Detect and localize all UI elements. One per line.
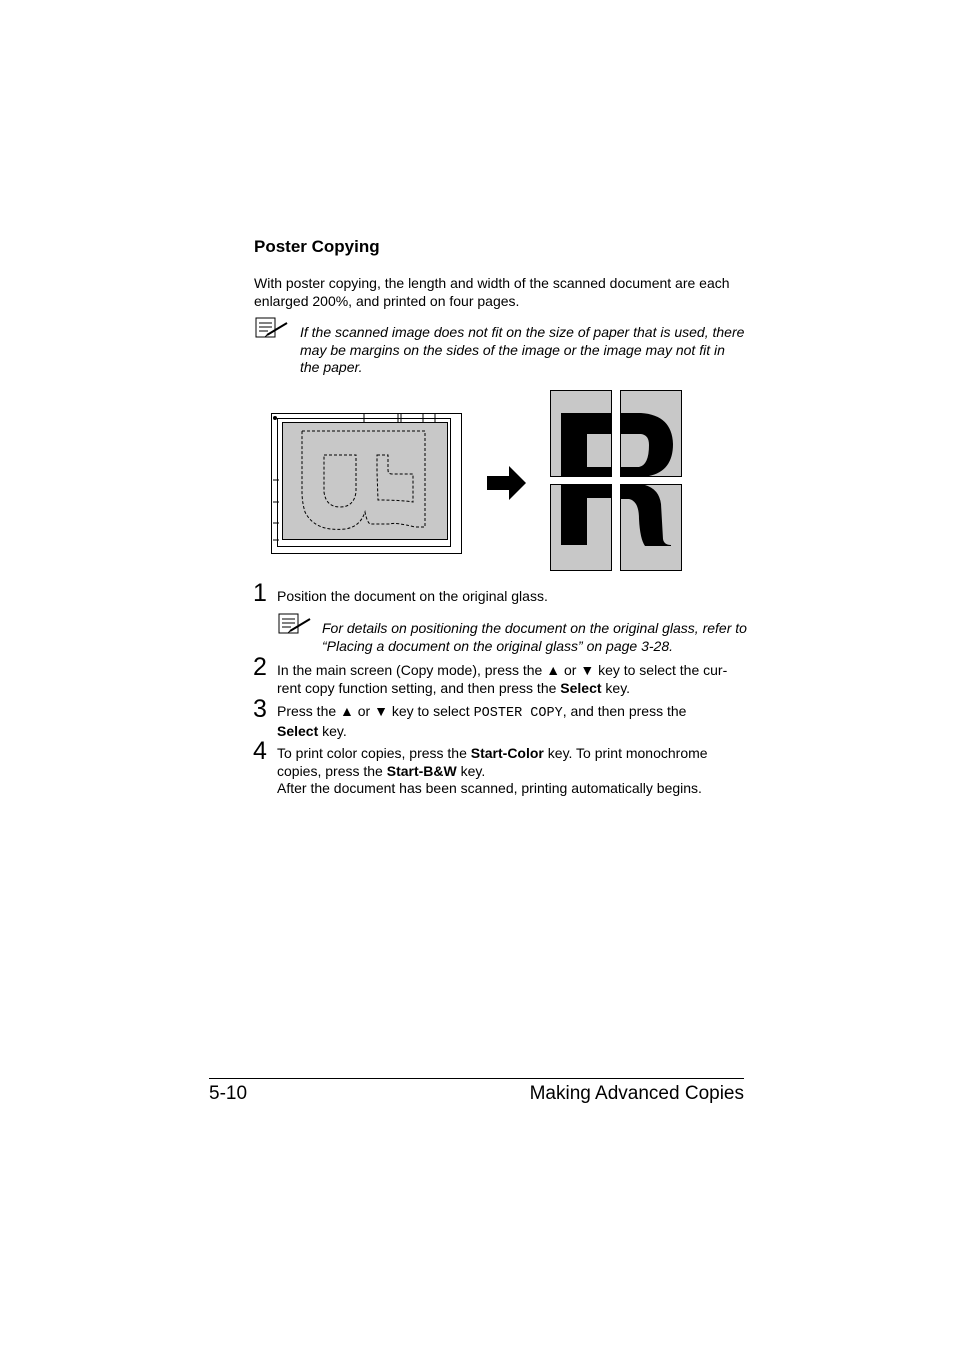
- menu-item-name: POSTER COPY: [473, 706, 563, 721]
- step-line-text: key. To print monochrome: [543, 745, 708, 761]
- step-line-text: , and then press the: [562, 703, 687, 719]
- right-arrow-icon: [487, 466, 527, 500]
- step-line: [277, 745, 747, 763]
- step-line-text: To print color copies, press the: [277, 745, 471, 761]
- step-line: In the main screen (Copy mode), press the ▲ or ▼ key to select the cur-: [277, 662, 728, 678]
- key-name: Start-B&W: [386, 762, 457, 779]
- key-name: Select: [560, 679, 602, 696]
- step-line-text: key.: [318, 722, 347, 739]
- page-number: 5-10: [209, 1083, 248, 1104]
- step-line: [277, 703, 747, 723]
- step-number: 2: [253, 653, 267, 681]
- note-text: For details on positioning the document on the original glass, refer to “Placing a document on the original glass” on page 3-28.: [322, 620, 747, 654]
- key-name: Select: [277, 722, 319, 739]
- note-text: If the scanned image does not fit on the size of paper that is used, there may be margins on the sides of the image or the image may not fit in the paper.: [300, 324, 745, 375]
- step-line: After the document has been scanned, printing automatically begins.: [277, 780, 702, 796]
- step-line-text: copies, press the: [277, 762, 387, 779]
- note-pencil-icon: [278, 613, 312, 635]
- note-pencil-icon: [255, 317, 289, 339]
- step-line-text: rent copy function setting, and then press the: [277, 679, 561, 696]
- step-number: 4: [253, 737, 267, 765]
- key-name: Start-Color: [470, 745, 544, 761]
- step-text: [277, 703, 747, 740]
- intro-paragraph: With poster copying, the length and width of the scanned document are each enlarged 200%, and printed on four pages.: [254, 275, 730, 309]
- four-page-poster-icon: [549, 389, 683, 572]
- chapter-title: Making Advanced Copies: [529, 1083, 744, 1104]
- section-title: Poster Copying: [254, 237, 380, 256]
- step-text: [277, 745, 747, 798]
- step-line: [277, 723, 747, 741]
- step-line: [277, 680, 747, 698]
- step-number: 3: [253, 695, 267, 723]
- step-line-text: Press the ▲ or ▼ key to select: [277, 703, 474, 719]
- step-line-text: key.: [601, 679, 631, 696]
- step-line-text: key.: [456, 762, 486, 779]
- original-glass-document-icon: [270, 412, 464, 556]
- footer-divider: [209, 1078, 744, 1079]
- step-number: 1: [253, 579, 267, 607]
- step-text: [277, 662, 747, 697]
- step-line: [277, 763, 747, 781]
- step-text: Position the document on the original glass.: [277, 588, 548, 604]
